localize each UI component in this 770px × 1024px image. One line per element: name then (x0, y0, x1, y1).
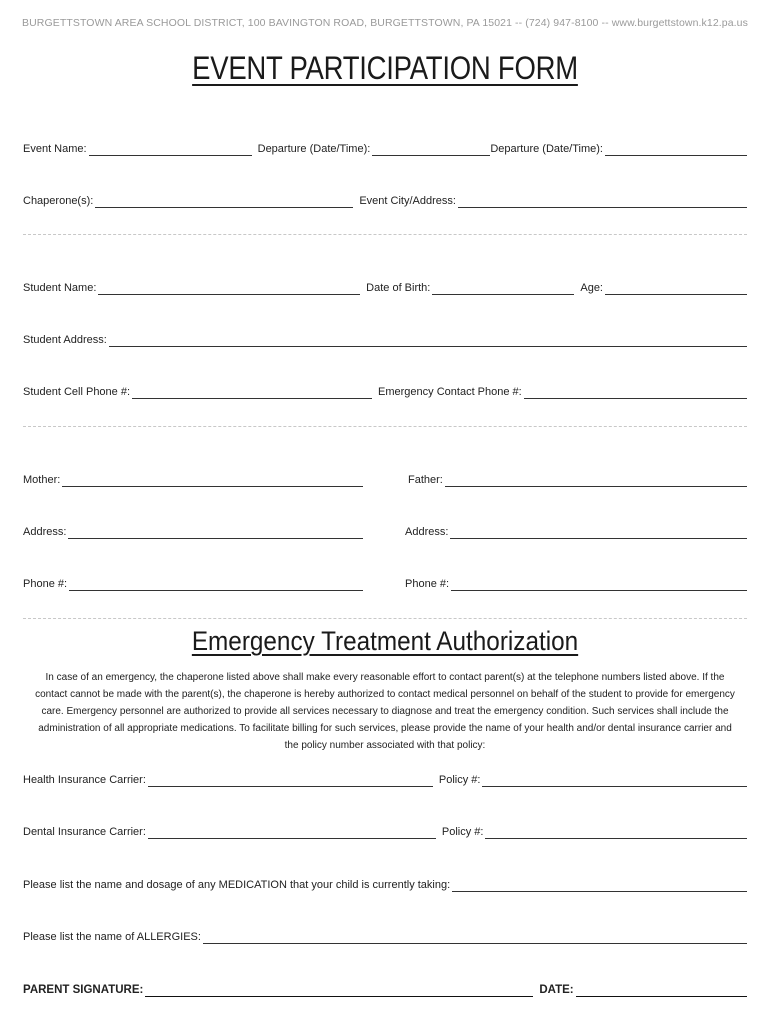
mother-address-row (23, 523, 363, 539)
district-address-header: BURGETTSTOWN AREA SCHOOL DISTRICT, 100 BAVINGTON ROAD, BURGETTSTOWN, PA 15021 -- (724) 947-8100 -- www.burgettstown.k12.pa.us (22, 17, 748, 29)
allergies-field[interactable] (203, 931, 747, 944)
parent-signature-field[interactable] (145, 984, 533, 997)
event-name-label: Event Name: (23, 143, 87, 155)
mother-phone-row (23, 575, 363, 591)
emergency-section-title: Emergency Treatment Authorization (191, 626, 579, 656)
section-divider (23, 618, 747, 619)
father-address-row (405, 523, 747, 539)
age-label: Age: (580, 282, 603, 294)
mother-phone-field[interactable] (69, 578, 363, 591)
dental-policy-field[interactable] (485, 826, 747, 839)
event-name-field[interactable] (89, 143, 252, 156)
health-insurance-row (23, 771, 747, 787)
departure-field-1[interactable] (372, 143, 490, 156)
health-carrier-field[interactable] (148, 774, 433, 787)
event-city-label: Event City/Address: (359, 195, 456, 207)
student-name-label: Student Name: (23, 282, 97, 294)
parent-signature-label: PARENT SIGNATURE: (23, 984, 144, 996)
student-address-row (23, 331, 747, 347)
mother-address-field[interactable] (68, 526, 363, 539)
student-cell-label: Student Cell Phone #: (23, 386, 131, 398)
dental-insurance-row (23, 823, 747, 839)
dental-policy-label: Policy #: (441, 826, 484, 838)
mother-address-label: Address: (23, 526, 67, 538)
emergency-contact-label: Emergency Contact Phone #: (378, 386, 522, 398)
chaperones-field[interactable] (95, 195, 353, 208)
authorization-paragraph: In case of an emergency, the chaperone listed above shall make every reasonable effort to contact parent(s) at the telephone numbers listed above. If the contact cannot be made with the parent(s), the chaperone is hereby authorized to contact medical personnel on behalf of the student to provide for emergency care. Emergency personnel are authorized to provide all services necessary to diagnose and treat the emergency condition. Such services shall include the administration of all appropriate medications. To facilitate billing for such services, please provide the name of your health and/or dental insurance carrier and the policy number associated with that policy: (35, 672, 735, 751)
date-of-birth-label: Date of Birth: (366, 282, 431, 294)
section-divider (23, 426, 747, 427)
student-address-label: Student Address: (23, 334, 107, 346)
student-cell-field[interactable] (132, 386, 372, 399)
dental-carrier-label: Dental Insurance Carrier: (23, 826, 146, 838)
signature-row (23, 981, 747, 997)
father-address-label: Address: (405, 526, 449, 538)
student-address-field[interactable] (109, 334, 747, 347)
departure-label-1: Departure (Date/Time): (257, 143, 371, 155)
event-row (23, 140, 747, 156)
father-field[interactable] (445, 474, 747, 487)
emergency-contact-field[interactable] (524, 386, 747, 399)
health-policy-label: Policy #: (438, 774, 481, 786)
date-of-birth-field[interactable] (432, 282, 574, 295)
date-label: DATE: (539, 984, 574, 996)
form-title: EVENT PARTICIPATION FORM (192, 50, 578, 86)
health-carrier-label: Health Insurance Carrier: (23, 774, 146, 786)
father-phone-field[interactable] (451, 578, 747, 591)
student-name-row (23, 279, 747, 295)
medication-label: Please list the name and dosage of any MEDICATION that your child is currently taking: (23, 879, 451, 891)
health-policy-field[interactable] (482, 774, 747, 787)
father-phone-row (405, 575, 747, 591)
father-label: Father: (408, 474, 443, 486)
father-phone-label: Phone #: (405, 578, 450, 590)
dental-carrier-field[interactable] (148, 826, 436, 839)
chaperones-label: Chaperone(s): (23, 195, 94, 207)
mother-field[interactable] (62, 474, 363, 487)
father-row (408, 471, 747, 487)
student-phone-row (23, 383, 747, 399)
chaperone-row (23, 192, 747, 208)
allergies-label: Please list the name of ALLERGIES: (23, 931, 201, 943)
student-name-field[interactable] (98, 282, 360, 295)
medication-field[interactable] (452, 879, 747, 892)
departure-field-2[interactable] (605, 143, 747, 156)
section-divider (23, 234, 747, 235)
age-field[interactable] (605, 282, 747, 295)
father-address-field[interactable] (450, 526, 747, 539)
departure-label-2: Departure (Date/Time): (490, 143, 603, 155)
date-field[interactable] (576, 984, 747, 997)
medication-row (23, 876, 747, 892)
mother-row (23, 471, 363, 487)
event-city-field[interactable] (458, 195, 747, 208)
mother-phone-label: Phone #: (23, 578, 68, 590)
allergies-row (23, 928, 747, 944)
mother-label: Mother: (23, 474, 61, 486)
